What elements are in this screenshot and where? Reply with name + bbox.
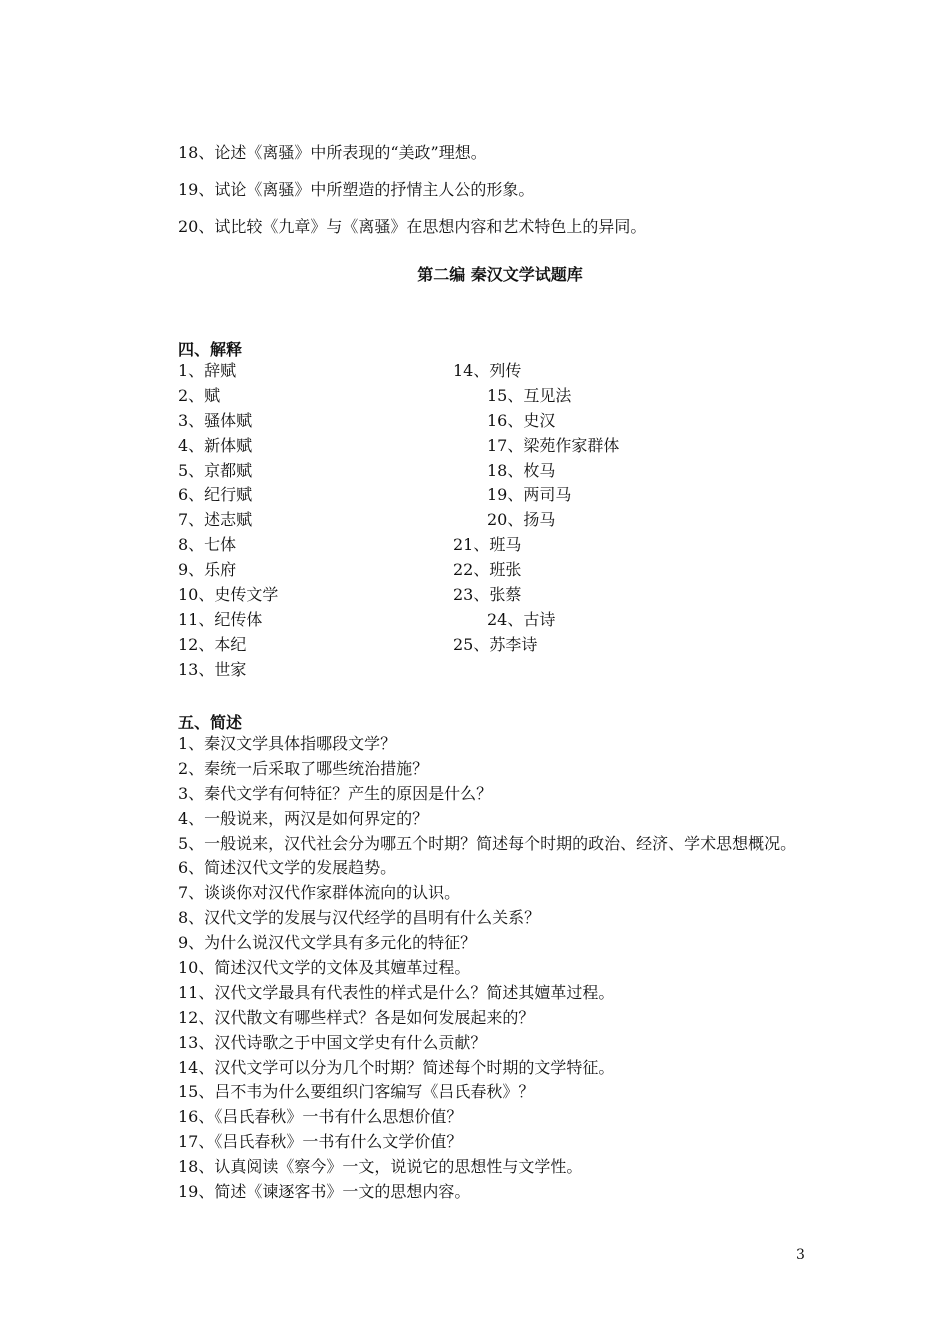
list-item: 9、乐府 — [178, 560, 237, 580]
list-item: 17、梁苑作家群体 — [487, 435, 620, 455]
list-item: 24、古诗 — [487, 609, 556, 629]
list-item: 12、汉代散文有哪些样式？各是如何发展起来的？ — [178, 1007, 535, 1027]
list-item: 25、苏李诗 — [453, 634, 538, 654]
list-item: 21、班马 — [453, 535, 522, 555]
list-item: 8、七体 — [178, 535, 237, 555]
list-item: 8、汉代文学的发展与汉代经学的昌明有什么关系？ — [178, 908, 541, 928]
page-number: 3 — [796, 1247, 805, 1263]
list-item: 7、谈谈你对汉代作家群体流向的认识。 — [178, 883, 461, 903]
list-item: 16、史汉 — [487, 410, 556, 430]
explanation-list-right — [453, 361, 619, 660]
list-item: 11、汉代文学最具有代表性的样式是什么？简述其嬗革过程。 — [178, 982, 615, 1002]
list-item: 13、世家 — [178, 659, 247, 679]
list-item: 7、述志赋 — [178, 510, 253, 530]
list-item: 3、骚体赋 — [178, 410, 253, 430]
list-item: 3、秦代文学有何特征？产生的原因是什么？ — [178, 783, 493, 803]
list-item: 13、汉代诗歌之于中国文学史有什么贡献？ — [178, 1032, 487, 1052]
list-item: 20、扬马 — [487, 510, 556, 530]
list-item: 5、一般说来，汉代社会分为哪五个时期？简述每个时期的政治、经济、学术思想概况。 — [178, 833, 797, 853]
list-item: 23、张蔡 — [453, 585, 522, 605]
list-item: 19、两司马 — [487, 485, 572, 505]
list-item: 11、纪传体 — [178, 609, 263, 629]
list-item: 16、《吕氏春秋》一书有什么思想价值？ — [178, 1107, 463, 1127]
list-item: 19、简述《谏逐客书》一文的思想内容。 — [178, 1182, 471, 1202]
list-item: 22、班张 — [453, 560, 522, 580]
list-item: 1、秦汉文学具体指哪段文学？ — [178, 734, 397, 753]
list-item: 1、辞赋 — [178, 361, 237, 380]
intro-question-list — [178, 143, 646, 254]
list-item: 5、京都赋 — [178, 460, 253, 480]
list-item: 10、简述汉代文学的文体及其嬗革过程。 — [178, 958, 471, 978]
chapter-title: 第二编 秦汉文学试题库 — [417, 265, 583, 284]
list-item: 12、本纪 — [178, 634, 247, 654]
list-item: 6、简述汉代文学的发展趋势。 — [178, 858, 397, 878]
list-item: 15、吕不韦为什么要组织门客编写《吕氏春秋》？ — [178, 1082, 535, 1102]
section-heading-brief: 五、简述 — [178, 713, 243, 732]
list-item: 18、认真阅读《察今》一文，说说它的思想性与文学性。 — [178, 1157, 583, 1177]
brief-question-list — [178, 734, 796, 1207]
list-item: 14、汉代文学可以分为几个时期？简述每个时期的文学特征。 — [178, 1057, 615, 1077]
list-item: 20、试比较《九章》与《离骚》在思想内容和艺术特色上的异同。 — [178, 217, 647, 236]
list-item: 6、纪行赋 — [178, 485, 253, 505]
section-heading-explanation: 四、解释 — [178, 340, 243, 359]
explanation-list-left — [178, 361, 278, 685]
list-item: 19、试论《离骚》中所塑造的抒情主人公的形象。 — [178, 180, 535, 199]
list-item: 10、史传文学 — [178, 585, 279, 605]
list-item: 18、枚马 — [487, 460, 556, 480]
list-item: 2、秦统一后采取了哪些统治措施？ — [178, 758, 429, 778]
list-item: 4、新体赋 — [178, 435, 253, 455]
list-item: 4、一般说来，两汉是如何界定的？ — [178, 808, 429, 828]
list-item: 15、互见法 — [487, 385, 572, 405]
list-item: 18、论述《离骚》中所表现的“美政”理想。 — [178, 143, 487, 162]
list-item: 17、《吕氏春秋》一书有什么文学价值？ — [178, 1132, 463, 1152]
list-item: 9、为什么说汉代文学具有多元化的特征？ — [178, 933, 477, 953]
list-item: 14、列传 — [453, 361, 522, 380]
list-item: 2、赋 — [178, 385, 221, 405]
